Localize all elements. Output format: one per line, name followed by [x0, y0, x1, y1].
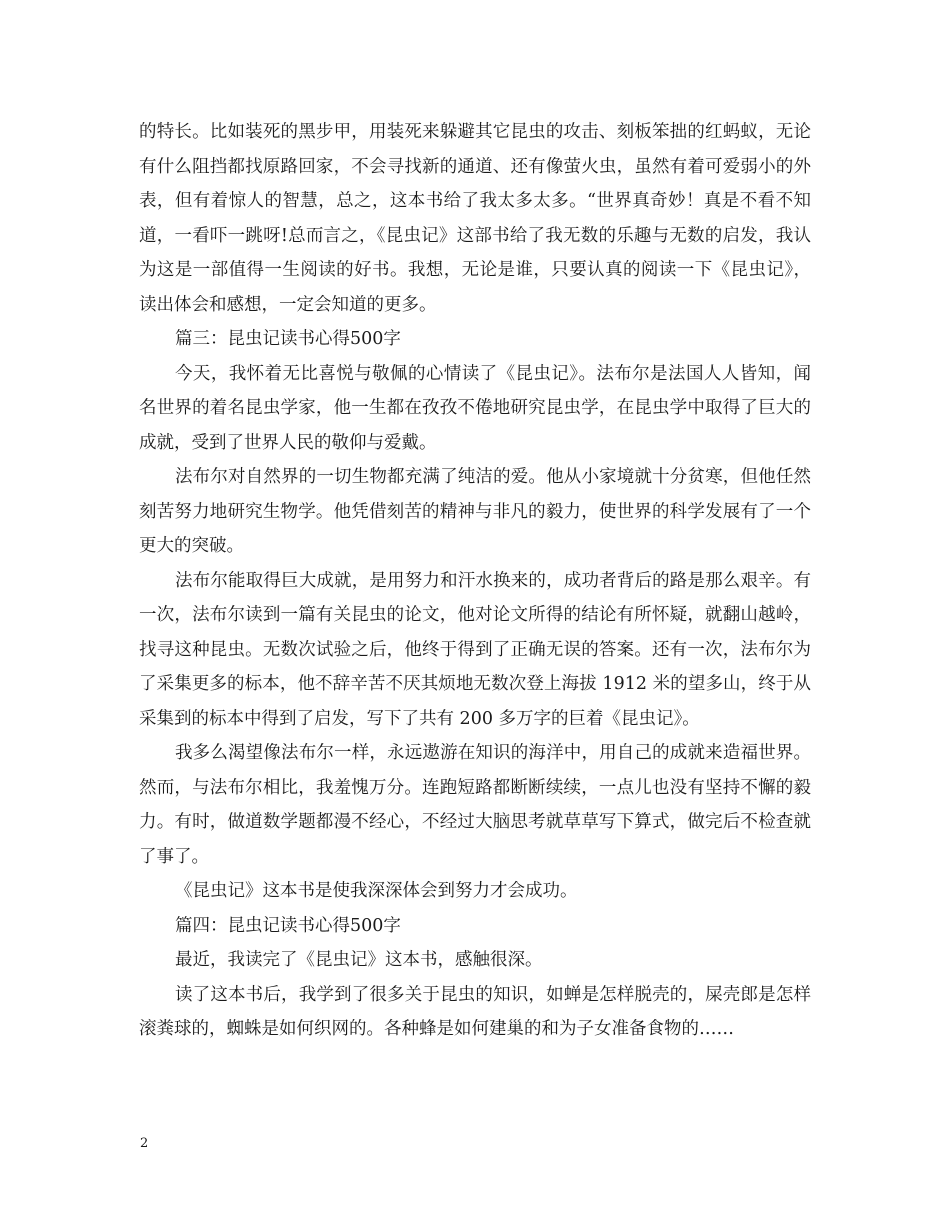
section-heading-four: 篇四：昆虫记读书心得500字 — [175, 915, 401, 936]
paragraph: 法布尔能取得巨大成就，是用努力和汗水换来的，成功者背后的路是那么艰辛。有一次，法布尔读到一篇有关昆虫的论文，他对论文所得的结论有所怀疑，就翻山越岭，找寻这种昆虫。无数次试验之后，他终于得到了正确无误的答案。还有一次，法布尔为了采集更多的标本，他不辞辛苦不厌其烦地无数次登上海拔 1912 米的望多山，终于从采集到的标本中得到了启发，写下了共有 200 多万字的巨着《昆虫记》。 — [139, 570, 811, 729]
page-number: 2 — [140, 1136, 149, 1151]
paragraph: 法布尔对自然界的一切生物都充满了纯洁的爱。他从小家境就十分贫寒，但他任然刻苦努力地研究生物学。他凭借刻苦的精神与非凡的毅力，使世界的科学发展有了一个更大的突破。 — [139, 467, 811, 556]
paragraph: 最近，我读完了《昆虫记》这本书，感触很深。 — [175, 950, 543, 970]
paragraph: 我多么渴望像法布尔一样，永远遨游在知识的海洋中，用自己的成就来造福世界。然而，与法布尔相比，我羞愧万分。连跑短路都断断续续，一点儿也没有坚持不懈的毅力。有时，做道数学题都漫不经心，不经过大脑思考就草草写下算式，做完后不检查就了事了。 — [139, 743, 811, 867]
paragraph: 今天，我怀着无比喜悦与敬佩的心情读了《昆虫记》。法布尔是法国人人皆知，闻名世界的着名昆虫学家，他一生都在孜孜不倦地研究昆虫学，在昆虫学中取得了巨大的成就，受到了世界人民的敬仰与爱戴。 — [139, 363, 811, 453]
document-body — [139, 115, 811, 1047]
section-heading-three: 篇三：昆虫记读书心得500字 — [175, 329, 401, 349]
paragraph: 读了这本书后，我学到了很多关于昆虫的知识，如蝉是怎样脱壳的，屎壳郎是怎样滚粪球的，蜘蛛是如何织网的。各种蜂是如何建巢的和为子女准备食物的…… — [139, 984, 811, 1039]
paragraph: 《昆虫记》这本书是使我深深体会到努力才会成功。 — [175, 881, 578, 901]
paragraph-continuation: 的特长。比如装死的黑步甲，用装死来躲避其它昆虫的攻击、刻板笨拙的红蚂蚁，无论有什么阻挡都找原路回家，不会寻找新的通道、还有像萤火虫，虽然有着可爱弱小的外表，但有着惊人的智慧，总之，这本书给了我太多太多。“世界真奇妙！真是不看不知道，一看吓一跳呀!总而言之，《昆虫记》这部书给了我无数的乐趣与无数的启发，我认为这是一部值得一生阅读的好书。我想，无论是谁，只要认真的阅读一下《昆虫记》，读出体会和感想，一定会知道的更多。 — [139, 122, 811, 315]
